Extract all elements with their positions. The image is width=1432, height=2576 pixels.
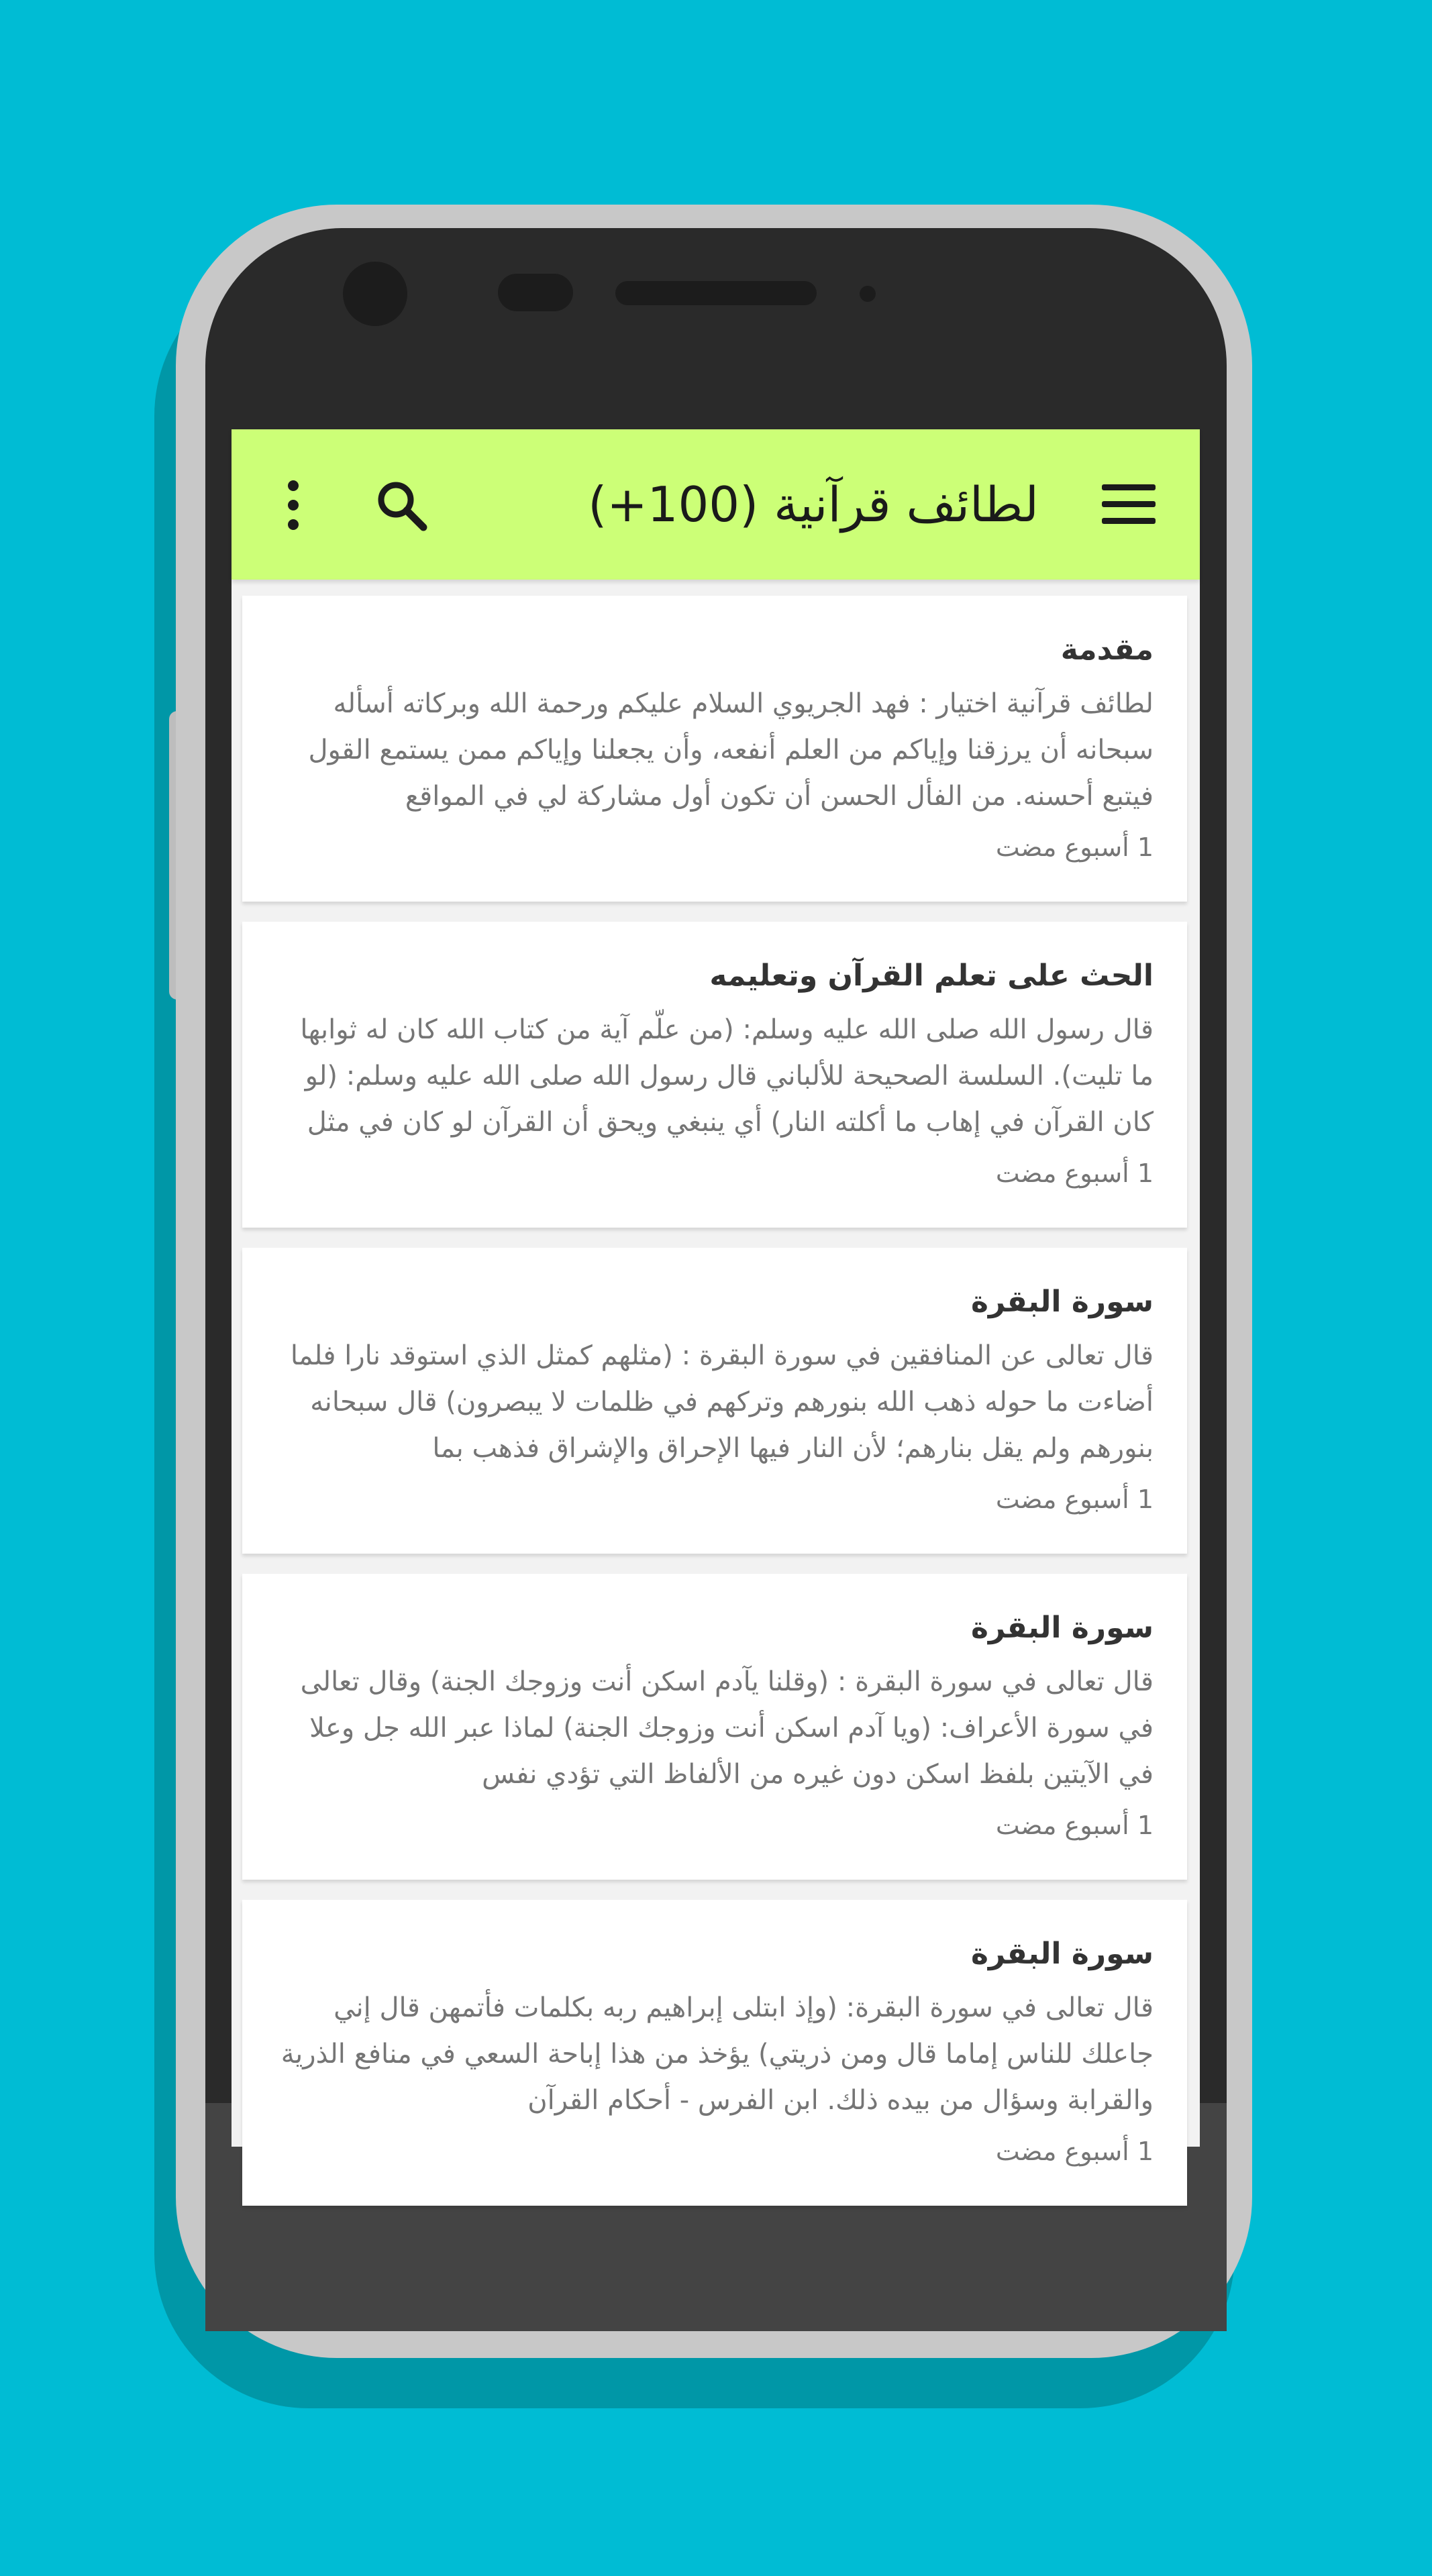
- light-sensor: [860, 286, 876, 302]
- proximity-sensor: [498, 274, 573, 311]
- post-card[interactable]: [242, 922, 1187, 1228]
- post-time: 1 أسبوع مضت: [995, 1485, 1154, 1514]
- post-excerpt: قال رسول الله صلى الله عليه وسلم: (من علّم آية من كتاب الله كان له ثوابها ما تليت). السلسة الصحيحة للألباني قال رسول الله صلى الله عليه وسلم: (لو كان القرآن في إهاب ما أكلته النار) أي ينبغي ويحق أن القرآن لو كان في مثل: [300, 1014, 1154, 1138]
- search-icon[interactable]: [372, 476, 430, 534]
- post-card[interactable]: [242, 1900, 1187, 2206]
- post-time: 1 أسبوع مضت: [995, 1811, 1154, 1840]
- post-title: مقدمة: [1060, 633, 1154, 667]
- app-title: لطائف قرآنية (100+): [588, 476, 1039, 533]
- post-title: سورة البقرة: [970, 1285, 1154, 1319]
- post-excerpt: قال تعالى في سورة البقرة: (وإذ ابتلى إبراهيم ربه بكلمات فأتمهن قال إني جاعلك للناس إماما قال ومن ذريتي) يؤخذ من هذا إباحة السعي في منافع الذرية والقرابة وسؤال من بيده ذلك. ابن الفرس - أحكام القرآن: [280, 1992, 1154, 2116]
- post-title: سورة البقرة: [970, 1937, 1154, 1971]
- post-excerpt: قال تعالى عن المنافقين في سورة البقرة : (مثلهم كمثل الذي استوقد نارا فلما أضاءت ما حوله ذهب الله بنورهم وتركهم في ظلمات لا يبصرون) قال سبحانه بنورهم ولم يقل بنارهم؛ لأن النار فيها الإحراق والإشراق فذهب بما: [290, 1340, 1154, 1464]
- post-card[interactable]: [242, 1248, 1187, 1554]
- post-time: 1 أسبوع مضت: [995, 1159, 1154, 1188]
- post-card[interactable]: [242, 1574, 1187, 1880]
- post-excerpt: قال تعالى في سورة البقرة : (وقلنا يآدم اسكن أنت وزوجك الجنة) وقال تعالى في سورة الأعراف: (ويا آدم اسكن أنت وزوجك الجنة) لماذا عبر الله جل وعلا في الآيتين بلفظ اسكن دون غيره من الألفاظ التي تؤدي نفس: [300, 1666, 1154, 1790]
- app-bar: [232, 429, 1200, 580]
- post-title: الحث على تعلم القرآن وتعليمه: [709, 959, 1154, 993]
- post-title: سورة البقرة: [970, 1611, 1154, 1645]
- more-vert-icon[interactable]: [280, 476, 307, 534]
- posts-list: [242, 596, 1187, 2226]
- post-time: 1 أسبوع مضت: [995, 833, 1154, 862]
- front-camera: [343, 262, 407, 326]
- post-time: 1 أسبوع مضت: [995, 2137, 1154, 2166]
- earpiece-speaker: [615, 281, 817, 305]
- post-card[interactable]: [242, 596, 1187, 902]
- menu-icon[interactable]: [1102, 475, 1160, 533]
- post-excerpt: لطائف قرآنية اختيار : فهد الجريوي السلام عليكم ورحمة الله وبركاته أسأله سبحانه أن يرزقنا وإياكم من العلم أنفعه، وأن يجعلنا وإياكم ممن يستمع القول فيتبع أحسنه. من الفأل الحسن أن تكون أول مشاركة لي في المواقع: [308, 688, 1154, 812]
- app-screen: [232, 429, 1200, 2166]
